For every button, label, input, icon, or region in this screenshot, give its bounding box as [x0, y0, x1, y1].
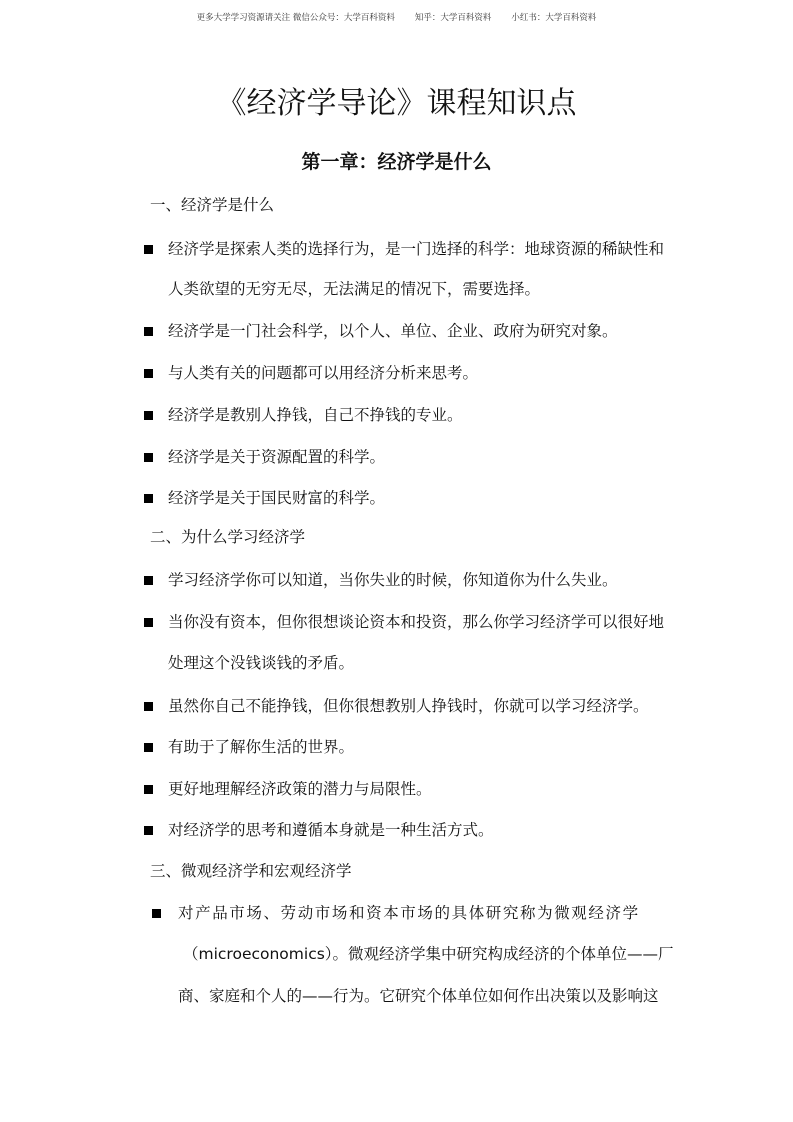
list-item-text: 经济学是探索人类的选择行为，是一门选择的科学：地球资源的稀缺性和 [168, 240, 665, 258]
bullet-icon [144, 743, 153, 752]
bullet-icon [144, 453, 153, 462]
bullet-icon [144, 411, 153, 420]
list-item-text: 有助于了解你生活的世界。 [168, 738, 355, 756]
chapter-title: 第一章：经济学是什么 [301, 151, 492, 173]
document-title: 《经济学导论》课程知识点 [216, 86, 577, 121]
bullet-icon [144, 369, 153, 378]
bullet-icon [144, 618, 153, 627]
list-item-text: 与人类有关的问题都可以用经济分析来思考。 [168, 364, 479, 382]
bullet-icon [144, 576, 153, 585]
page-header [0, 11, 793, 23]
list-item-text: 商、家庭和个人的——行为。它研究个体单位如何作出决策以及影响这 [178, 987, 659, 1005]
list-item-text: 人类欲望的无穷无尽，无法满足的情况下，需要选择。 [168, 280, 541, 298]
list-item-text: 学习经济学你可以知道，当你失业的时候，你知道你为什么失业。 [168, 571, 618, 589]
header-text: 知乎：大学百科资料 [414, 13, 492, 23]
list-item-text: 对产品市场、劳动市场和资本市场的具体研究称为微观经济学 [178, 904, 640, 922]
section-heading: 二、为什么学习经济学 [150, 528, 306, 546]
list-item-text: 经济学是教别人挣钱，自己不挣钱的专业。 [168, 406, 463, 424]
bullet-icon [144, 494, 153, 503]
list-item-text: 经济学是一门社会科学，以个人、单位、企业、政府为研究对象。 [168, 322, 618, 340]
header-text: 小红书：大学百科资料 [511, 13, 597, 23]
header-text: 更多大学学习资源请关注 微信公众号：大学百科资料 [196, 13, 395, 23]
section-heading: 一、经济学是什么 [150, 196, 275, 214]
list-item-text: 对经济学的思考和遵循本身就是一种生活方式。 [168, 821, 494, 839]
bullet-icon [144, 826, 153, 835]
bullet-icon [144, 785, 153, 794]
bullet-icon [144, 702, 153, 711]
bullet-icon [144, 327, 153, 336]
list-item-text: 经济学是关于资源配置的科学。 [168, 448, 386, 466]
list-item-text: 更好地理解经济政策的潜力与局限性。 [168, 780, 432, 798]
bullet-icon [144, 245, 153, 254]
section-heading: 三、微观经济学和宏观经济学 [150, 862, 352, 880]
list-item-text: （microeconomics）。微观经济学集中研究构成经济的个体单位——厂 [183, 945, 674, 963]
list-item-text: 当你没有资本，但你很想谈论资本和投资，那么你学习经济学可以很好地 [168, 613, 665, 631]
list-item-text: 虽然你自己不能挣钱，但你很想教别人挣钱时，你就可以学习经济学。 [168, 697, 649, 715]
list-item-text: 处理这个没钱谈钱的矛盾。 [168, 654, 355, 672]
list-item-text: 经济学是关于国民财富的科学。 [168, 489, 386, 507]
bullet-icon [152, 909, 161, 918]
